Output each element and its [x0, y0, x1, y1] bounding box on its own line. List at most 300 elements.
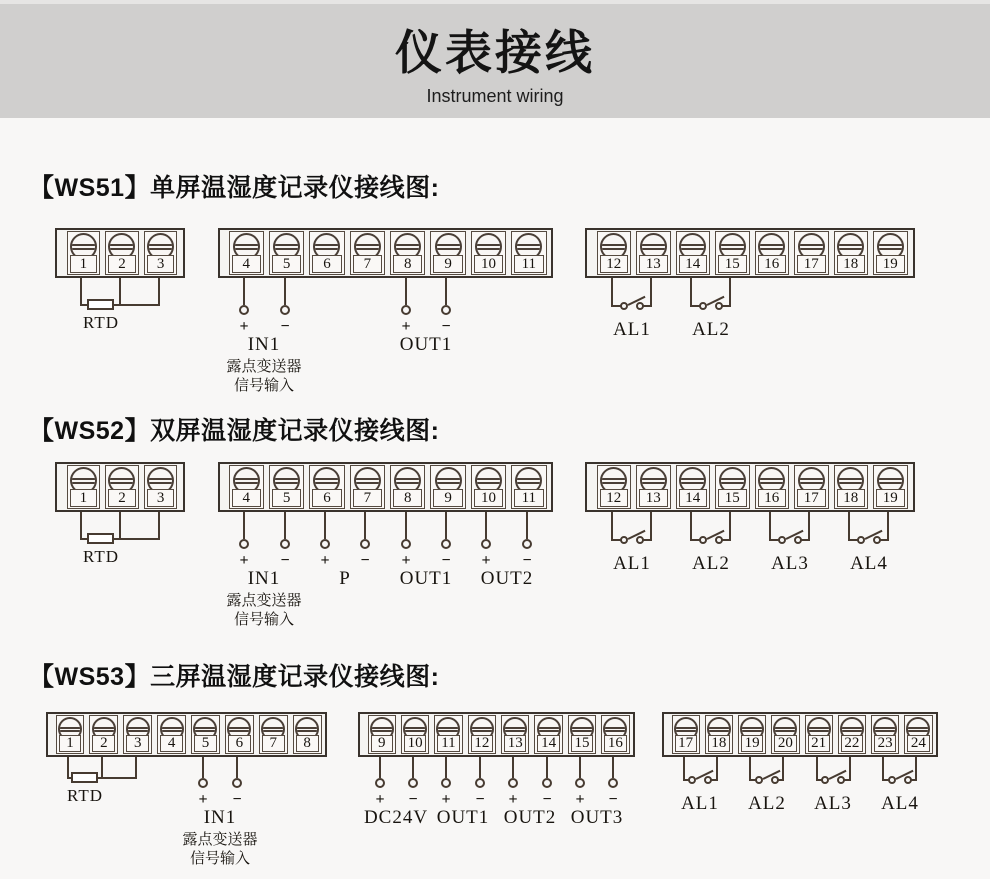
minus-label: − — [280, 552, 290, 569]
plus-label: + — [441, 791, 451, 808]
switch-contact-icon — [794, 536, 802, 544]
screw-slot — [837, 482, 864, 484]
screw-slot — [740, 730, 764, 732]
screw-slot — [679, 478, 706, 480]
rtd-label: RTD — [83, 313, 119, 332]
terminal-number: 2 — [108, 255, 136, 273]
terminal-number: 9 — [433, 489, 462, 507]
wire — [722, 539, 731, 541]
terminal-cell — [794, 465, 829, 509]
wire — [650, 512, 652, 541]
screw-slot — [674, 730, 698, 732]
terminal-number: 17 — [797, 489, 826, 507]
screw-slot — [503, 727, 527, 729]
screw-slot — [261, 727, 285, 729]
terminal-cell — [123, 715, 152, 754]
screw-slot — [837, 478, 864, 480]
terminal-cell — [350, 231, 385, 275]
terminal-cell — [471, 465, 506, 509]
terminal-number: 7 — [353, 255, 382, 273]
relay-label: AL2 — [692, 319, 730, 340]
wire — [158, 512, 160, 540]
screw-slot — [798, 244, 825, 246]
terminal-number: 5 — [272, 489, 301, 507]
terminal-number: 14 — [537, 735, 559, 752]
plus-label: + — [481, 552, 491, 569]
screw-slot — [92, 730, 116, 732]
terminal-number: 22 — [841, 735, 863, 752]
wire — [324, 512, 326, 539]
signal-label: OUT3 — [570, 807, 624, 828]
terminal-cell — [56, 715, 85, 754]
terminal-number: 18 — [837, 255, 866, 273]
switch-contact-icon — [636, 536, 644, 544]
terminal-number: 5 — [194, 735, 217, 752]
screw-slot — [313, 248, 340, 250]
screw-slot — [147, 478, 174, 480]
wire — [512, 757, 514, 778]
terminal-number: 1 — [59, 735, 82, 752]
rtd-label: RTD — [67, 786, 103, 805]
terminal-number: 21 — [808, 735, 830, 752]
wire — [716, 757, 718, 781]
screw-slot — [470, 727, 494, 729]
terminal-number: 8 — [296, 735, 319, 752]
minus-label: − — [441, 318, 451, 335]
wire — [236, 757, 238, 778]
wire — [729, 512, 731, 541]
screw-slot — [108, 478, 135, 480]
wire — [119, 512, 121, 540]
screw-slot — [719, 482, 746, 484]
screw-slot — [273, 482, 300, 484]
probe-terminal-icon — [441, 778, 451, 788]
terminal-cell — [672, 715, 700, 754]
wire — [284, 278, 286, 305]
screw-slot — [740, 727, 764, 729]
screw-slot — [840, 730, 864, 732]
terminal-cell — [468, 715, 496, 754]
terminal-number: 16 — [758, 255, 787, 273]
terminal-number: 20 — [774, 735, 796, 752]
wire — [915, 757, 917, 781]
terminal-number: 16 — [604, 735, 626, 752]
screw-slot — [515, 478, 542, 480]
screw-slot — [261, 730, 285, 732]
screw-slot — [906, 727, 930, 729]
probe-terminal-icon — [441, 305, 451, 315]
terminal-number: 19 — [741, 735, 763, 752]
screw-slot — [354, 482, 381, 484]
terminal-number: 13 — [504, 735, 526, 752]
relay-label: AL2 — [748, 793, 786, 814]
wire — [848, 512, 850, 541]
plus-label: + — [320, 552, 330, 569]
screw-slot — [147, 244, 174, 246]
screw-slot — [160, 727, 184, 729]
plus-label: + — [375, 791, 385, 808]
terminal-number: 7 — [353, 489, 382, 507]
screw-slot — [840, 727, 864, 729]
screw-slot — [160, 730, 184, 732]
terminal-cell — [259, 715, 288, 754]
relay-label: AL1 — [613, 553, 651, 574]
screw-slot — [58, 730, 82, 732]
probe-terminal-icon — [239, 539, 249, 549]
terminal-block — [662, 712, 938, 757]
signal-label: OUT1 — [436, 807, 490, 828]
terminal-cell — [838, 715, 866, 754]
screw-slot — [773, 730, 797, 732]
probe-terminal-icon — [232, 778, 242, 788]
probe-terminal-icon — [508, 778, 518, 788]
plus-label: + — [575, 791, 585, 808]
screw-slot — [227, 730, 251, 732]
terminal-cell — [636, 465, 671, 509]
terminal-cell — [511, 231, 546, 275]
screw-slot — [475, 248, 502, 250]
screw-slot — [436, 730, 460, 732]
screw-slot — [719, 248, 746, 250]
screw-slot — [640, 482, 667, 484]
terminal-cell — [794, 231, 829, 275]
rtd-label: RTD — [83, 547, 119, 566]
screw-slot — [600, 478, 627, 480]
wire — [80, 512, 82, 540]
terminal-number: 6 — [228, 735, 251, 752]
screw-slot — [273, 244, 300, 246]
terminal-number: 19 — [876, 489, 905, 507]
screw-slot — [233, 244, 260, 246]
terminal-number: 9 — [433, 255, 462, 273]
terminal-number: 10 — [404, 735, 426, 752]
screw-slot — [394, 482, 421, 484]
terminal-cell — [771, 715, 799, 754]
screw-slot — [354, 244, 381, 246]
screw-slot — [58, 727, 82, 729]
terminal-number: 10 — [474, 255, 503, 273]
terminal-number: 19 — [876, 255, 905, 273]
signal-label: OUT2 — [503, 807, 557, 828]
signal-sublabel: 信号输入 — [233, 378, 294, 394]
signal-sublabel: 露点变送器 — [182, 832, 258, 848]
terminal-cell — [269, 231, 304, 275]
wire — [479, 757, 481, 778]
section-title-ws51: 【WS51】单屏温湿度记录仪接线图: — [29, 174, 440, 202]
probe-terminal-icon — [542, 778, 552, 788]
plus-label: + — [198, 791, 208, 808]
terminal-block — [46, 712, 327, 757]
signal-sublabel: 信号输入 — [233, 612, 294, 628]
page-subtitle: Instrument wiring — [426, 86, 564, 106]
terminal-number: 6 — [312, 489, 341, 507]
screw-slot — [570, 727, 594, 729]
probe-terminal-icon — [280, 539, 290, 549]
screw-slot — [873, 727, 897, 729]
screw-slot — [719, 478, 746, 480]
probe-terminal-icon — [280, 305, 290, 315]
terminal-cell — [157, 715, 186, 754]
screw-slot — [873, 730, 897, 732]
screw-slot — [403, 730, 427, 732]
wire — [405, 278, 407, 305]
wire — [445, 512, 447, 539]
screw-slot — [600, 482, 627, 484]
probe-terminal-icon — [441, 539, 451, 549]
screw-slot — [877, 248, 904, 250]
wire — [119, 278, 121, 306]
wire — [683, 757, 685, 781]
signal-label: DC24V — [363, 807, 429, 828]
terminal-cell — [309, 231, 344, 275]
terminal-cell — [755, 465, 790, 509]
screw-slot — [394, 248, 421, 250]
wire — [612, 757, 614, 778]
wire — [67, 757, 69, 779]
signal-sublabel: 露点变送器 — [226, 359, 302, 375]
probe-terminal-icon — [608, 778, 618, 788]
plus-label: + — [401, 552, 411, 569]
screw-slot — [108, 248, 135, 250]
terminal-number: 10 — [474, 489, 503, 507]
terminal-cell — [805, 715, 833, 754]
screw-slot — [503, 730, 527, 732]
screw-slot — [435, 478, 462, 480]
screw-slot — [773, 727, 797, 729]
terminal-cell — [191, 715, 220, 754]
terminal-number: 13 — [639, 255, 668, 273]
terminal-cell — [511, 465, 546, 509]
wire — [887, 512, 889, 541]
terminal-cell — [350, 465, 385, 509]
wire — [769, 512, 771, 541]
screw-slot — [313, 482, 340, 484]
terminal-number: 1 — [70, 489, 98, 507]
screw-slot — [370, 727, 394, 729]
screw-slot — [108, 244, 135, 246]
terminal-number: 13 — [639, 489, 668, 507]
screw-slot — [233, 248, 260, 250]
minus-label: − — [542, 791, 552, 808]
wire — [101, 757, 103, 779]
screw-slot — [354, 248, 381, 250]
terminal-number: 14 — [679, 255, 708, 273]
screw-slot — [475, 478, 502, 480]
screw-slot — [537, 727, 561, 729]
switch-contact-icon — [771, 776, 779, 784]
wire — [808, 512, 810, 541]
screw-slot — [435, 482, 462, 484]
terminal-cell — [434, 715, 462, 754]
signal-sublabel: 信号输入 — [189, 851, 250, 867]
screw-slot — [807, 727, 831, 729]
terminal-cell — [834, 465, 869, 509]
terminal-block — [55, 228, 185, 278]
page-title: 仪表接线 — [395, 26, 595, 79]
screw-slot — [640, 244, 667, 246]
minus-label: − — [408, 791, 418, 808]
probe-terminal-icon — [408, 778, 418, 788]
screw-slot — [679, 248, 706, 250]
terminal-number: 11 — [514, 255, 543, 273]
minus-label: − — [522, 552, 532, 569]
terminal-number: 3 — [147, 255, 175, 273]
wire — [849, 757, 851, 781]
minus-label: − — [360, 552, 370, 569]
terminal-number: 15 — [718, 489, 747, 507]
terminal-number: 18 — [708, 735, 730, 752]
terminal-cell — [401, 715, 429, 754]
screw-slot — [313, 244, 340, 246]
screw-slot — [600, 248, 627, 250]
terminal-number: 24 — [907, 735, 929, 752]
minus-label: − — [280, 318, 290, 335]
screw-slot — [394, 478, 421, 480]
terminal-cell — [67, 231, 101, 275]
screw-slot — [313, 478, 340, 480]
screw-slot — [147, 482, 174, 484]
screw-slot — [798, 248, 825, 250]
wire — [412, 757, 414, 778]
terminal-number: 15 — [718, 255, 747, 273]
signal-label: OUT2 — [480, 568, 534, 589]
signal-label: OUT1 — [399, 334, 453, 355]
wire — [80, 278, 82, 306]
terminal-cell — [229, 231, 264, 275]
terminal-cell — [601, 715, 629, 754]
wire — [690, 512, 692, 541]
screw-slot — [126, 730, 150, 732]
terminal-number: 1 — [70, 255, 98, 273]
terminal-cell — [269, 465, 304, 509]
wire — [546, 757, 548, 778]
plus-label: + — [239, 318, 249, 335]
terminal-number: 2 — [108, 489, 136, 507]
resistor-icon — [87, 533, 114, 544]
terminal-cell — [390, 465, 425, 509]
screw-slot — [707, 727, 731, 729]
screw-slot — [475, 244, 502, 246]
wire — [816, 757, 818, 781]
wire — [485, 512, 487, 539]
terminal-cell — [715, 465, 750, 509]
relay-label: AL3 — [814, 793, 852, 814]
terminal-number: 5 — [272, 255, 301, 273]
terminal-number: 2 — [92, 735, 115, 752]
wire — [284, 512, 286, 539]
screw-slot — [570, 730, 594, 732]
terminal-number: 7 — [262, 735, 285, 752]
probe-terminal-icon — [475, 778, 485, 788]
relay-label: AL2 — [692, 553, 730, 574]
terminal-number: 3 — [126, 735, 149, 752]
screw-slot — [679, 482, 706, 484]
terminal-number: 3 — [147, 489, 175, 507]
screw-slot — [798, 482, 825, 484]
screw-slot — [515, 248, 542, 250]
terminal-cell — [430, 465, 465, 509]
screw-slot — [403, 727, 427, 729]
screw-slot — [758, 482, 785, 484]
wire — [405, 512, 407, 539]
terminal-number: 4 — [160, 735, 183, 752]
terminal-number: 18 — [837, 489, 866, 507]
terminal-block — [55, 462, 185, 512]
terminal-cell — [144, 231, 178, 275]
terminal-number: 8 — [393, 489, 422, 507]
signal-label: IN1 — [203, 807, 237, 828]
screw-slot — [147, 248, 174, 250]
screw-slot — [906, 730, 930, 732]
terminal-cell — [738, 715, 766, 754]
screw-slot — [877, 482, 904, 484]
terminal-cell — [67, 465, 101, 509]
terminal-number: 12 — [600, 255, 629, 273]
probe-terminal-icon — [481, 539, 491, 549]
section-title-ws53: 【WS53】三屏温湿度记录仪接线图: — [29, 663, 440, 691]
wire — [135, 757, 137, 779]
wire — [445, 278, 447, 305]
screw-slot — [837, 248, 864, 250]
screw-slot — [70, 248, 97, 250]
screw-slot — [603, 727, 627, 729]
wire — [782, 757, 784, 781]
terminal-number: 12 — [471, 735, 493, 752]
screw-slot — [193, 730, 217, 732]
screw-slot — [475, 482, 502, 484]
minus-label: − — [441, 552, 451, 569]
wire — [364, 512, 366, 539]
screw-slot — [798, 478, 825, 480]
terminal-cell — [390, 231, 425, 275]
screw-slot — [436, 727, 460, 729]
probe-terminal-icon — [522, 539, 532, 549]
terminal-cell — [636, 231, 671, 275]
section-title-ws52: 【WS52】双屏温湿度记录仪接线图: — [29, 417, 440, 445]
terminal-cell — [534, 715, 562, 754]
terminal-cell — [309, 465, 344, 509]
screw-slot — [603, 730, 627, 732]
wire — [579, 757, 581, 778]
signal-label: P — [339, 568, 351, 589]
probe-terminal-icon — [375, 778, 385, 788]
screw-slot — [470, 730, 494, 732]
wire — [722, 305, 731, 307]
terminal-cell — [904, 715, 932, 754]
switch-contact-icon — [873, 536, 881, 544]
terminal-cell — [89, 715, 118, 754]
switch-contact-icon — [904, 776, 912, 784]
probe-terminal-icon — [401, 305, 411, 315]
switch-contact-icon — [704, 776, 712, 784]
screw-slot — [108, 482, 135, 484]
screw-slot — [758, 244, 785, 246]
signal-label: IN1 — [247, 334, 281, 355]
wire — [643, 305, 652, 307]
screw-slot — [227, 727, 251, 729]
screw-slot — [295, 727, 319, 729]
terminal-cell — [676, 231, 711, 275]
relay-label: AL4 — [881, 793, 919, 814]
probe-terminal-icon — [198, 778, 208, 788]
terminal-cell — [293, 715, 322, 754]
switch-contact-icon — [715, 536, 723, 544]
relay-label: AL4 — [850, 553, 888, 574]
screw-slot — [674, 727, 698, 729]
relay-label: AL3 — [771, 553, 809, 574]
terminal-cell — [501, 715, 529, 754]
terminal-number: 16 — [758, 489, 787, 507]
